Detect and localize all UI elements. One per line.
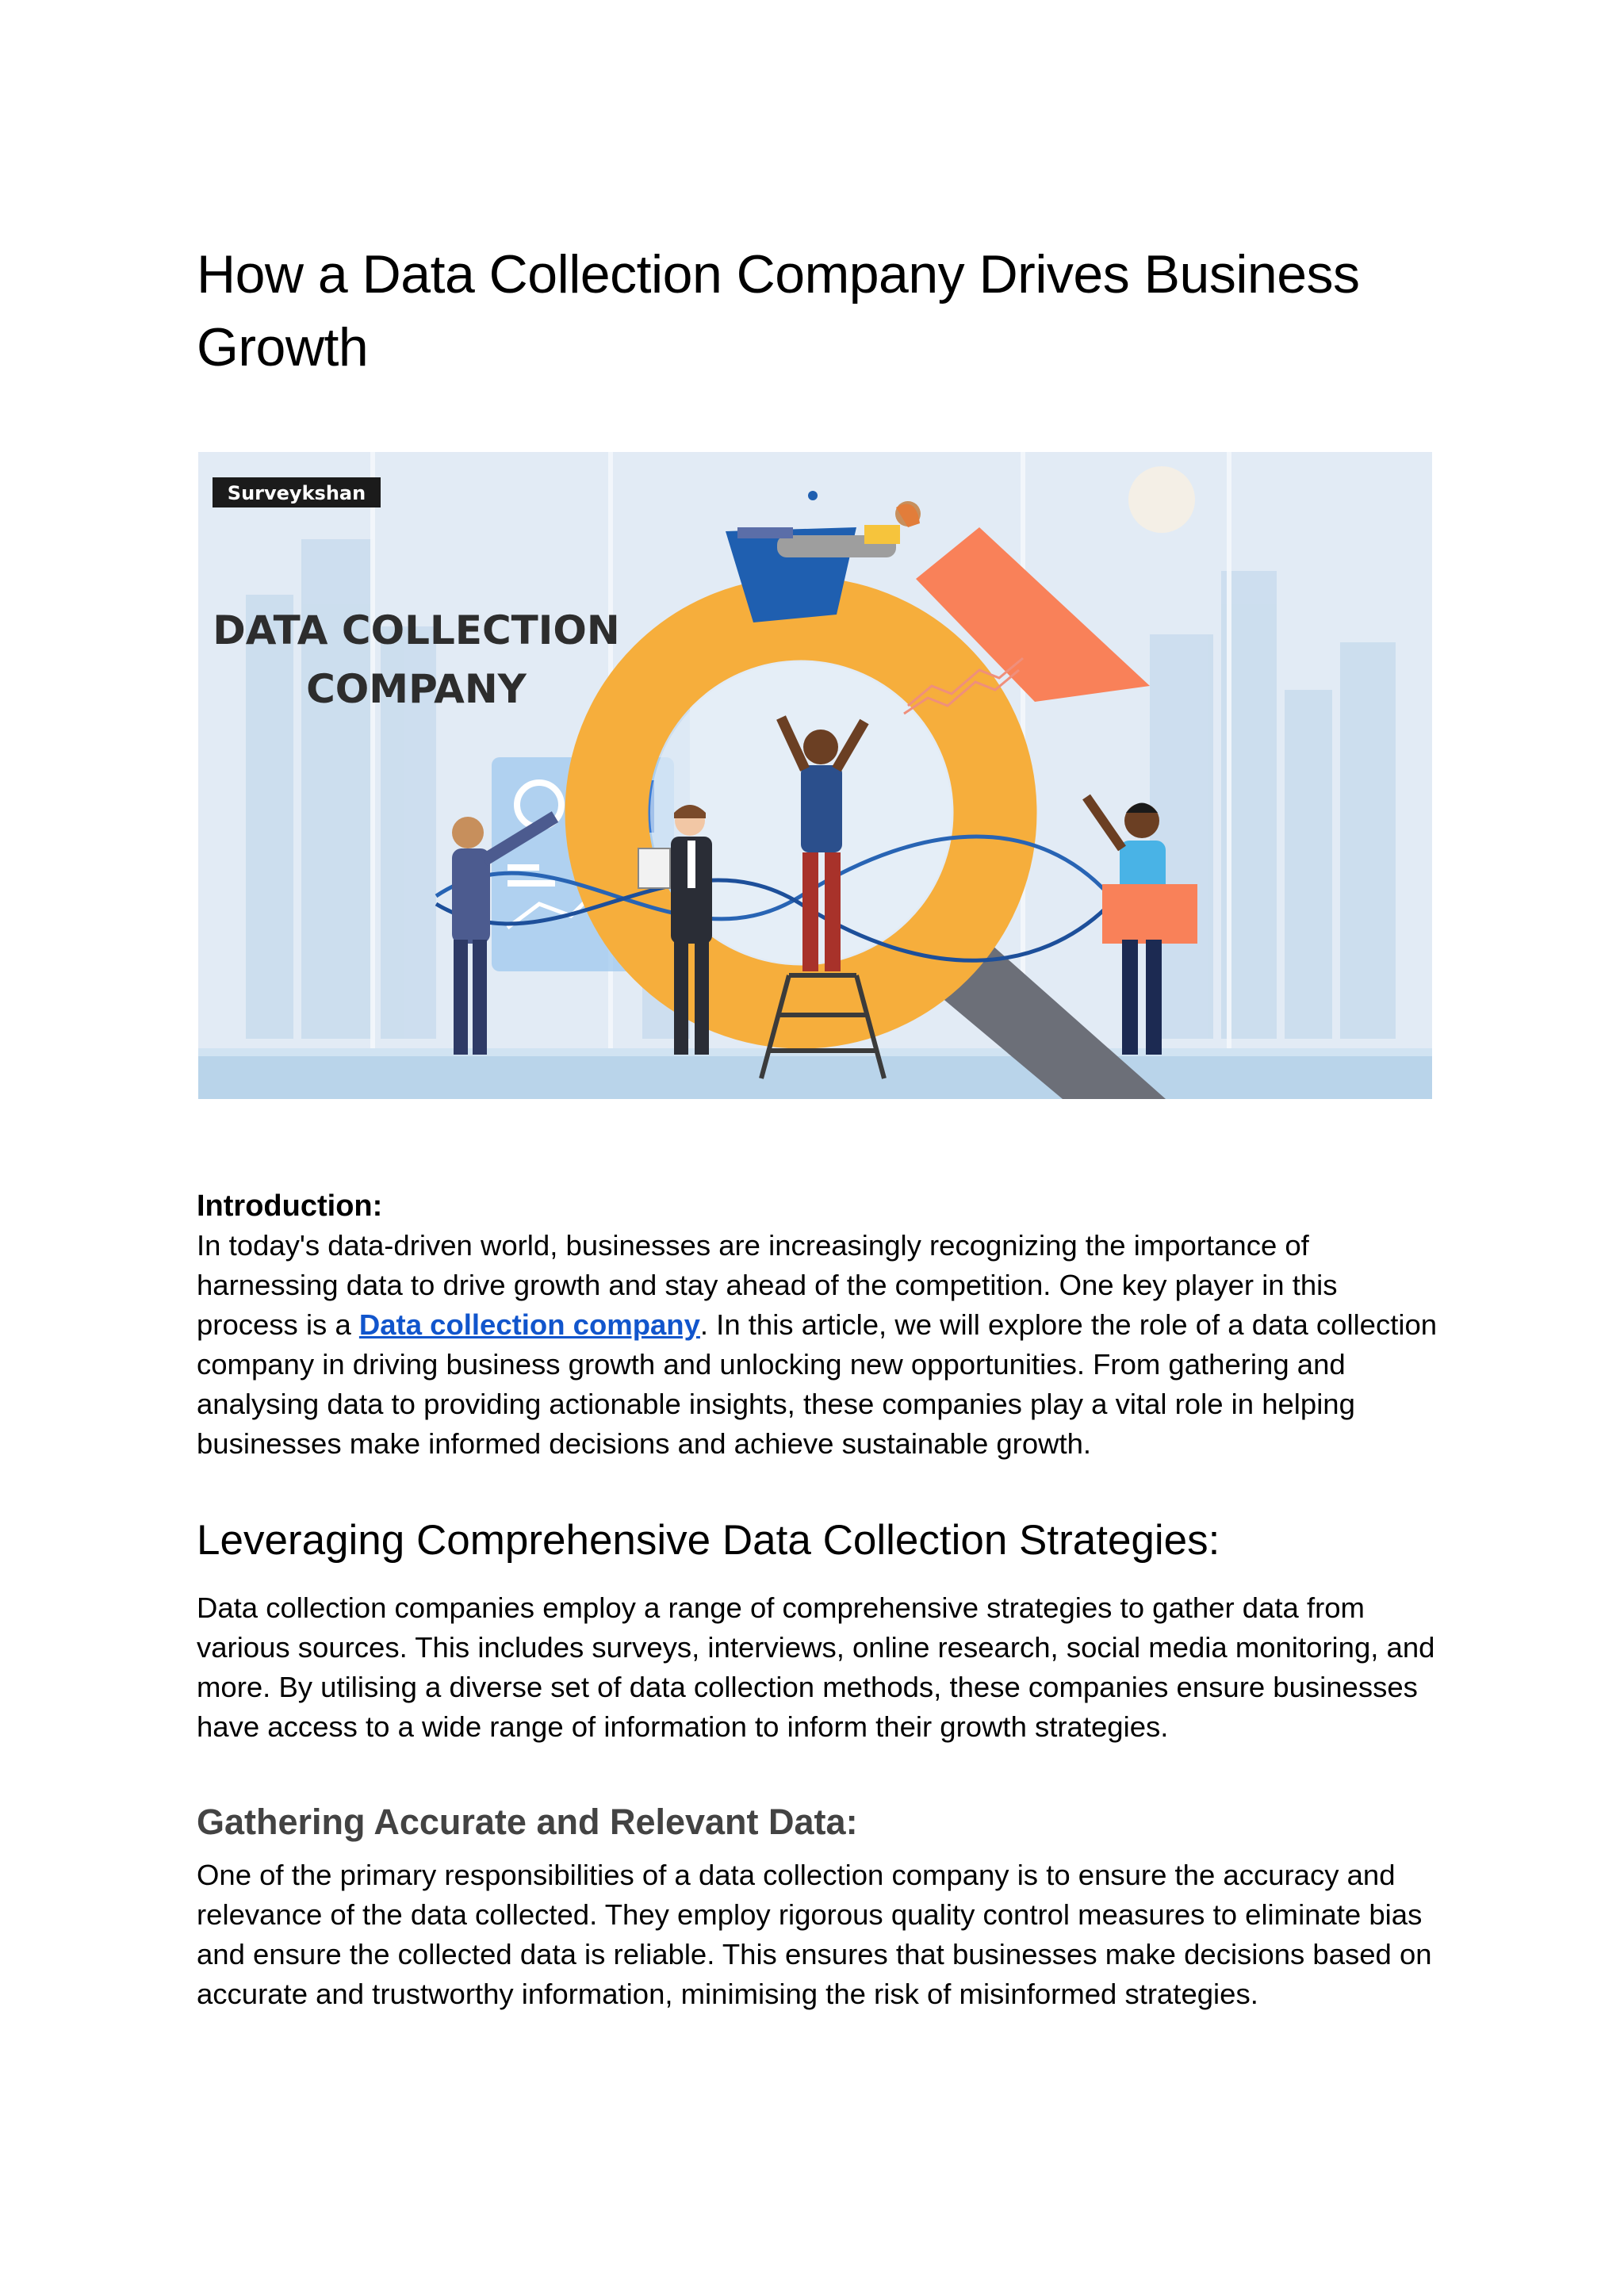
introduction-heading: Introduction: <box>197 1189 383 1223</box>
sun <box>1128 466 1195 533</box>
section-heading-accurate-data: Gathering Accurate and Relevant Data: <box>197 1802 858 1842</box>
introduction-text-after-link: . In this article, we will explore the role of a data collection company in driving business growth and unlocking new opportunities. From gathering and analysing data to providing actionable insights, these companies play a vital role in helping businesses make informed decisions and achieve sustainable growth. <box>197 1308 1438 1460</box>
floor <box>198 1055 1432 1099</box>
banner-line-2: COMPANY <box>306 666 527 712</box>
introduction-section <box>197 1186 1442 1464</box>
section-paragraph-accurate-data: One of the primary responsibilities of a data collection company is to ensure the accuracy and relevance of the data collected. They employ rigorous quality control measures to eliminate bias and ensure the collected data is reliable. This ensures that businesses make decisions based on accurate and trustworthy information, minimising the risk of misinformed strategies. <box>197 1859 1432 2010</box>
brand-logo-text: Surveykshan <box>227 482 366 504</box>
introduction-paragraph <box>197 1226 1442 1464</box>
hero-illustration <box>198 452 1432 1099</box>
introduction-text-before-link: In today's data-driven world, businesses are increasingly recognizing the importance of harnessing data to drive growth and stay ahead of the competition. One key player in this process is a <box>197 1229 1338 1341</box>
title-block <box>197 238 1434 384</box>
section-paragraph-strategies: Data collection companies employ a range of comprehensive strategies to gather data from various sources. This includes surveys, interviews, online research, social media monitoring, and more. By utilising a diverse set of data collection methods, these companies ensure businesses have access to a wide range of information to inform their growth strategies. <box>197 1591 1435 1743</box>
article-title: How a Data Collection Company Drives Business Growth <box>197 244 1360 377</box>
banner-line-1: DATA COLLECTION <box>213 607 620 653</box>
data-collection-company-link[interactable]: Data collection company <box>358 1308 700 1341</box>
section-heading-strategies: Leveraging Comprehensive Data Collection Strategies: <box>197 1517 1220 1564</box>
